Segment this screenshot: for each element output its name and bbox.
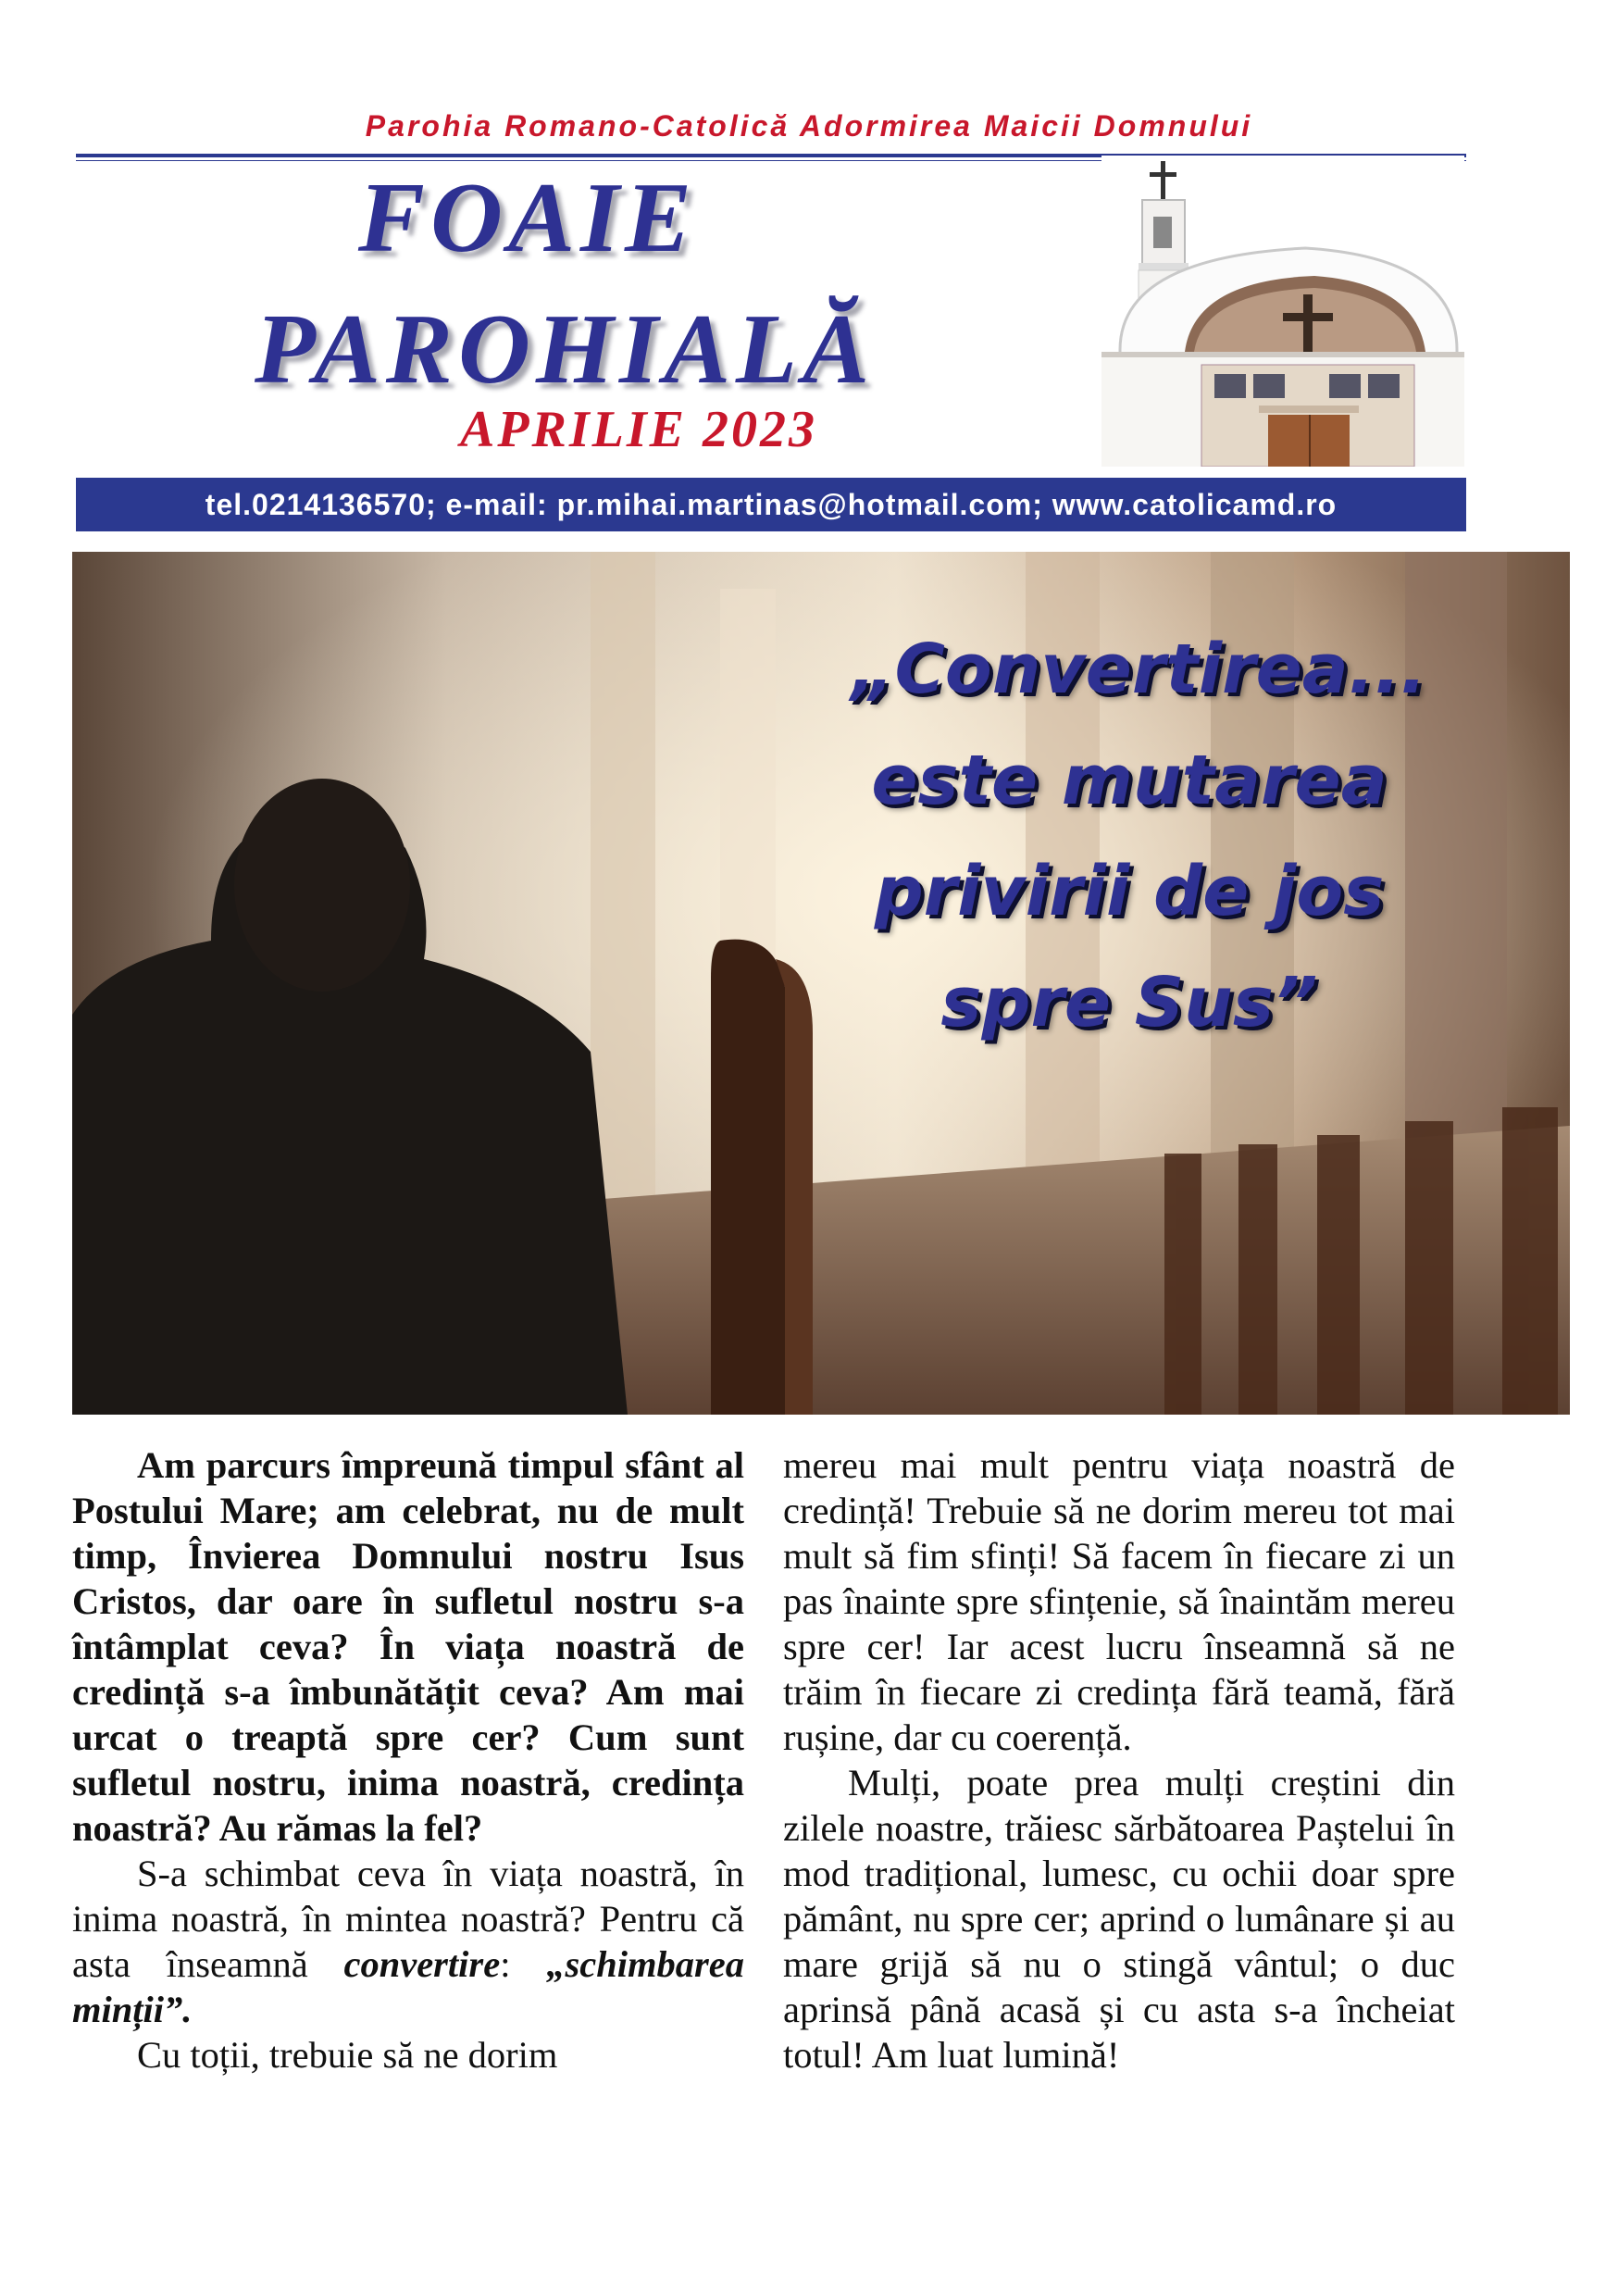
cover-quote-line-2: este mutarea [871, 741, 1388, 820]
article-paragraph-2 [72, 1851, 744, 2032]
contact-bar: tel.0214136570; e-mail: pr.mihai.martinas@hotmail.com; www.catolicamd.ro [76, 478, 1466, 531]
term-colon: : [500, 1943, 511, 1985]
paragraph-2-text: S-a schimbat ceva în viața noastră, în inima noastră, în mintea noastră? Pentru că asta înseamnă [72, 1853, 744, 1985]
church-illustration [1101, 156, 1464, 467]
article-column-left [72, 1442, 744, 2078]
article-paragraph-3-continued: mereu mai mult pentru viața noastră de credință! Trebuie să ne dorim mereu tot mai mult să fim sfinți! Să facem în fiecare zi un pas înainte spre sfințenie, să înaintăm mereu spre cer! Iar acest lucru înseamnă să ne trăim în fiecare zi credința fără teamă, fără rușine, dar cu coerență. [783, 1444, 1455, 1758]
article-intro-paragraph: Am parcurs împreună timpul sfânt al Postului Mare; am celebrat, nu de mult timp, Învierea Domnului nostru Isus Cristos, dar oare în sufletul nostru s-a întâmplat ceva? În viața noastră de credință s-a îmbunătățit ceva? Am mai urcat o treaptă spre cer? Cum sunt sufletul nostru, inima noastră, credința noastră? Au rămas la fel? [72, 1444, 744, 1849]
term-definition: „schimbarea minții”. [72, 1943, 744, 2030]
issue-date: APRILIE 2023 [459, 401, 818, 458]
article-paragraph-3-start: Cu toții, trebuie să ne dorim [137, 2034, 558, 2076]
parish-name: Parohia Romano-Catolică Adormirea Maicii Domnului [365, 109, 1253, 143]
term-convertire: convertire [343, 1943, 501, 1985]
cover-quote-line-3: privirii de jos [874, 852, 1385, 931]
article-column-right [783, 1442, 1455, 2078]
article-paragraph-4: Mulți, poate prea mulți creștini din zilele noastre, trăiesc sărbătoarea Paștelui în mod tradițional, lumesc, cu ochii doar spre pământ, nu spre cer; aprind o lumânare și au mare grijă să nu o stingă vântul; o duc aprinsă până acasă și cu asta s-a încheiat totul! Am luat lumină! [783, 1762, 1455, 2076]
title-line-2: PAROHIALĂ [254, 294, 876, 405]
cover-quote-line-1: „Convertirea... [850, 630, 1427, 709]
title-line-1: FOAIE [357, 163, 698, 273]
cover-quote-line-4: spre Sus” [940, 963, 1318, 1042]
